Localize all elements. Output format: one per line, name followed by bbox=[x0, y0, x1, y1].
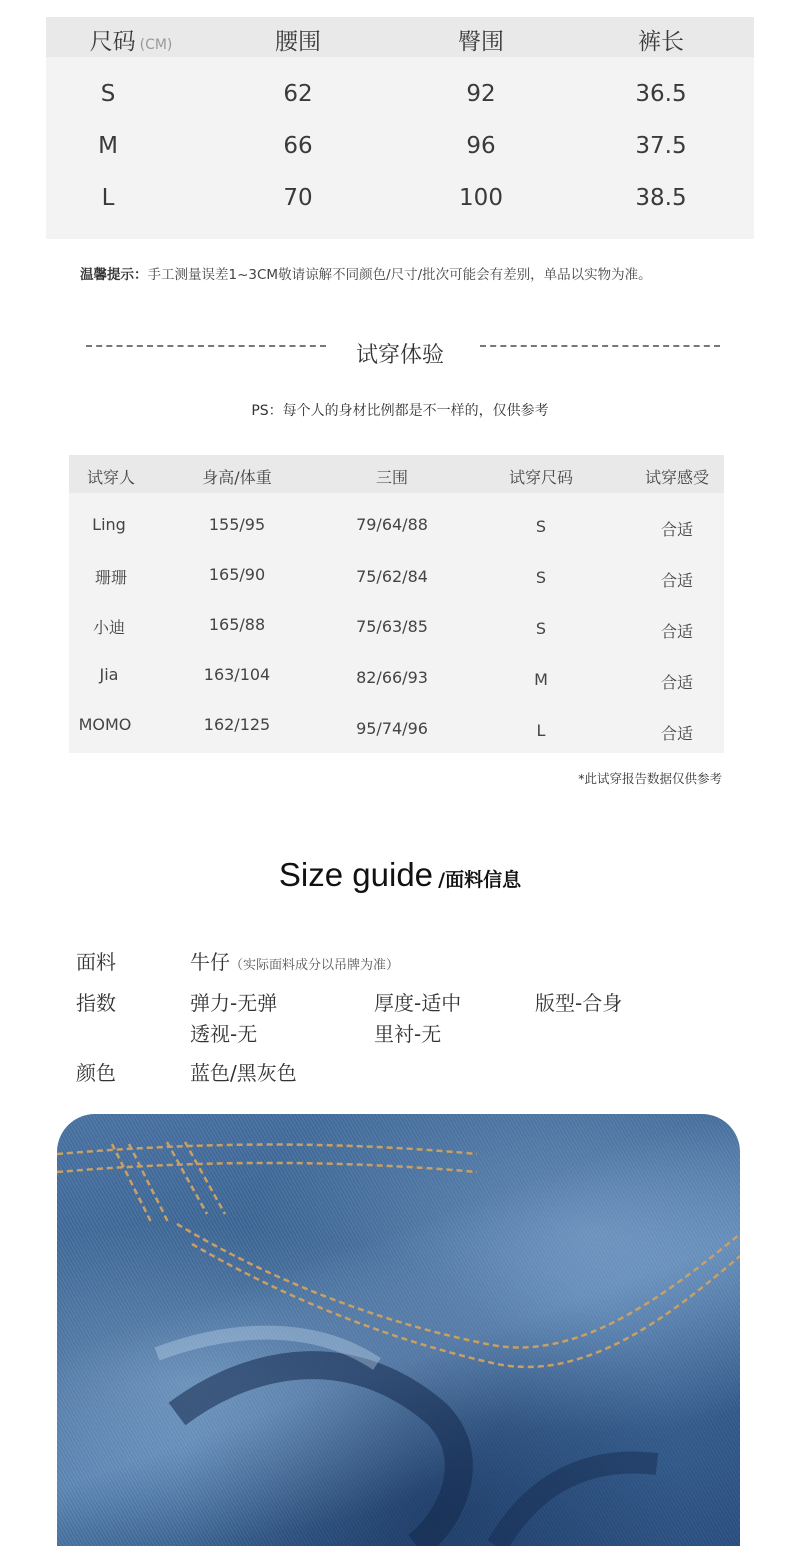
feeling-header: 试穿感受 bbox=[644, 468, 709, 487]
color-label: 颜色 bbox=[76, 1061, 116, 1085]
tester-cell: 小迪 bbox=[92, 618, 125, 637]
trial-size-header: 试穿尺码 bbox=[508, 468, 573, 487]
trial-ps-note: PS：每个人的身材比例都是不一样的，仅供参考 bbox=[251, 403, 549, 419]
measurements-cell: 75/62/84 bbox=[356, 567, 428, 586]
color-value: 蓝色/黑灰色 bbox=[190, 1061, 297, 1085]
size-guide-subtitle: /面料信息 bbox=[438, 869, 522, 891]
size-header bbox=[51, 23, 211, 56]
trial-size-cell: L bbox=[536, 721, 546, 740]
height-weight-cell: 163/104 bbox=[203, 665, 271, 684]
trial-table bbox=[69, 455, 724, 753]
height-weight-header: 身高/体重 bbox=[202, 468, 272, 487]
size-guide-heading: Size guide bbox=[278, 856, 434, 893]
fit-value: 版型-合身 bbox=[535, 991, 623, 1015]
waist-cell: 66 bbox=[283, 133, 313, 159]
hip-cell: 100 bbox=[459, 185, 503, 211]
length-cell: 36.5 bbox=[635, 81, 687, 107]
height-weight-cell: 155/95 bbox=[208, 515, 266, 534]
tester-cell: 珊珊 bbox=[94, 568, 127, 587]
height-weight-cell: 162/125 bbox=[203, 715, 271, 734]
thickness-value: 厚度-适中 bbox=[374, 991, 462, 1015]
feeling-cell: 合适 bbox=[660, 724, 693, 743]
tip-label: 温馨提示： bbox=[80, 267, 148, 283]
measurements-cell: 79/64/88 bbox=[356, 515, 428, 534]
waist-header: 腰围 bbox=[275, 29, 321, 55]
elasticity-value: 弹力-无弹 bbox=[190, 991, 278, 1015]
hip-cell: 96 bbox=[466, 133, 496, 159]
size-header-label: 尺码 bbox=[89, 29, 136, 55]
tester-header: 试穿人 bbox=[86, 468, 135, 487]
size-cell: L bbox=[101, 185, 115, 211]
size-guide-title bbox=[0, 856, 800, 894]
fabric-value bbox=[190, 946, 399, 975]
measurements-cell: 95/74/96 bbox=[356, 719, 428, 738]
fabric-label: 面料 bbox=[76, 950, 116, 974]
fabric-note: （实际面料成分以吊牌为准） bbox=[230, 958, 400, 973]
length-header: 裤长 bbox=[638, 29, 684, 55]
height-weight-cell: 165/88 bbox=[208, 615, 266, 634]
waist-cell: 70 bbox=[283, 185, 313, 211]
measurement-tip bbox=[80, 263, 652, 283]
hip-header: 臀围 bbox=[458, 29, 504, 55]
height-weight-cell: 165/90 bbox=[208, 565, 266, 584]
trial-disclaimer: *此试穿报告数据仅供参考 bbox=[578, 771, 722, 786]
measurements-cell: 75/63/85 bbox=[356, 617, 428, 636]
waist-cell: 62 bbox=[283, 81, 313, 107]
index-label: 指数 bbox=[76, 991, 116, 1015]
tester-cell: Ling bbox=[92, 515, 126, 534]
size-unit: (CM) bbox=[139, 37, 173, 53]
feeling-cell: 合适 bbox=[660, 520, 693, 539]
trial-size-cell: M bbox=[534, 670, 548, 689]
tester-cell: Jia bbox=[99, 665, 119, 684]
trial-size-cell: S bbox=[535, 619, 547, 638]
size-cell: M bbox=[98, 133, 118, 159]
feeling-cell: 合适 bbox=[660, 571, 693, 590]
denim-fabric-photo bbox=[57, 1114, 740, 1546]
denim-stitching bbox=[57, 1114, 740, 1546]
hip-cell: 92 bbox=[466, 81, 496, 107]
tip-text: 手工测量误差1~3CM敬请谅解不同颜色/尺寸/批次可能会有差别，单品以实物为准。 bbox=[147, 267, 652, 283]
fabric-value-text: 牛仔 bbox=[190, 950, 230, 974]
trial-size-cell: S bbox=[535, 568, 547, 587]
transparency-value: 透视-无 bbox=[190, 1022, 258, 1046]
length-cell: 37.5 bbox=[635, 133, 687, 159]
length-cell: 38.5 bbox=[635, 185, 687, 211]
measurements-cell: 82/66/93 bbox=[356, 668, 428, 687]
feeling-cell: 合适 bbox=[660, 673, 693, 692]
size-cell: S bbox=[100, 81, 116, 107]
feeling-cell: 合适 bbox=[660, 622, 693, 641]
size-chart-table bbox=[46, 17, 754, 239]
trial-size-cell: S bbox=[535, 517, 547, 536]
lining-value: 里衬-无 bbox=[374, 1022, 442, 1046]
tester-cell: MOMO bbox=[78, 715, 132, 734]
trial-title: 试穿体验 bbox=[355, 343, 444, 368]
measurements-header: 三围 bbox=[375, 468, 408, 487]
